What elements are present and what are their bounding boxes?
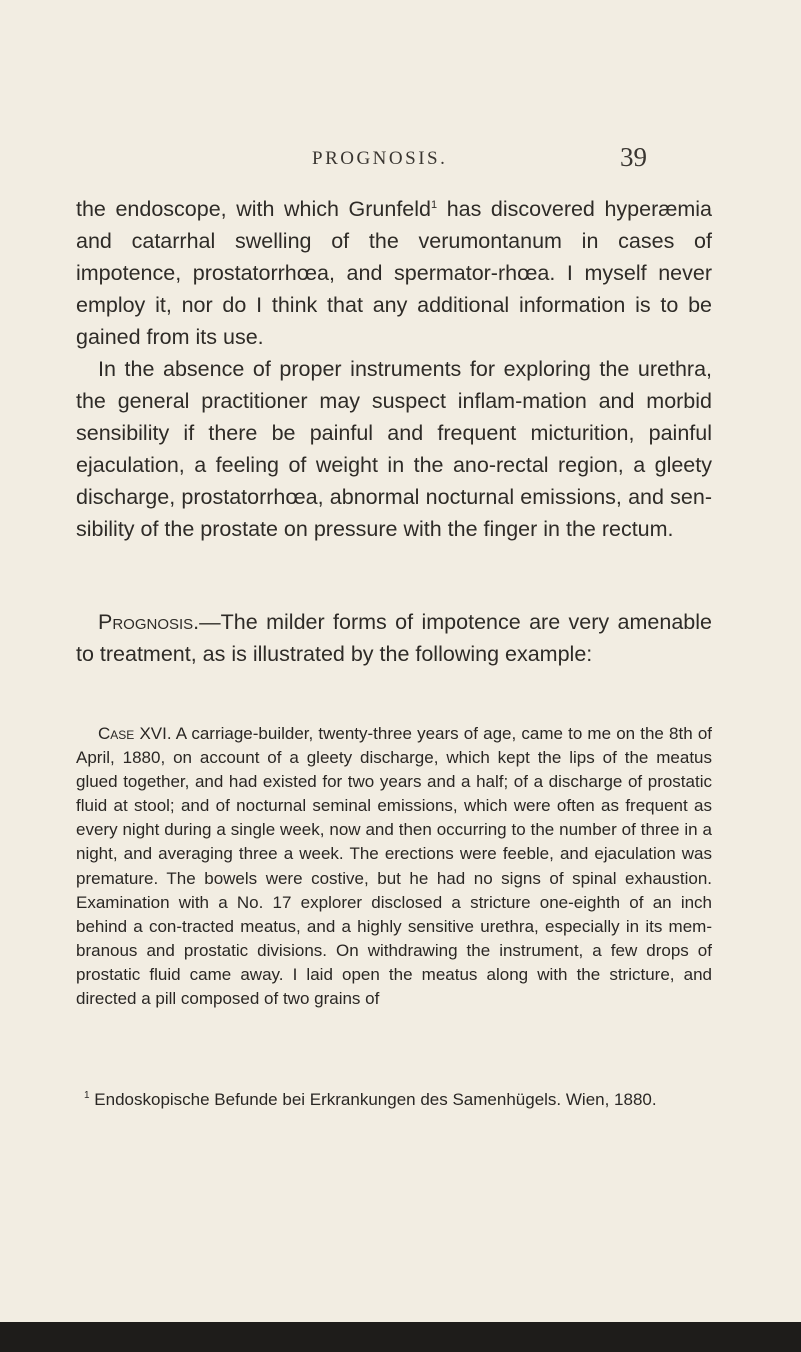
footnote [76, 1089, 712, 1110]
paragraph-endoscope-text-a: the endoscope, with which Grunfeld [76, 197, 431, 221]
running-head: PROGNOSIS. [312, 148, 448, 169]
paragraph-symptoms: In the absence of proper instruments for exploring the urethra, the general practitioner may suspect inflam-mation and morbid sensibility if there be painful and frequent micturition, painful ejaculation, a feeling of weight in the ano-rectal region, a gleety discharge, prostatorrhœa, abnormal nocturnal emissions, and sen-sibility of the prostate on pressure with the finger in the rectum. [76, 357, 712, 541]
footnote-paragraph [76, 1089, 712, 1110]
paragraph-endoscope-text-b: has discovered hyperæmia and catarrhal swelling of the verumontanum in cases of impotence, prostatorrhœa, and spermator-rhœa. I myself never employ it, nor do I think that any additional information is to be gained from its use. [76, 197, 712, 349]
footnote-text: Endoskopische Befunde bei Erkrankungen des Samenhügels. Wien, 1880. [89, 1090, 657, 1109]
case-paragraph [76, 722, 712, 1011]
footnote-marker: 1 [84, 1090, 90, 1101]
prognosis-section [76, 606, 712, 670]
case-label: Case XVI. [98, 724, 172, 743]
section-heading: Prognosis. [98, 610, 200, 634]
scan-edge-bar [0, 1322, 801, 1352]
body-text [76, 193, 712, 545]
prognosis-paragraph [76, 606, 712, 670]
footnote-reference: 1 [431, 199, 438, 211]
page-header [0, 142, 801, 182]
page-number: 39 [620, 142, 647, 172]
paragraph-endoscope [76, 193, 712, 353]
section-text: —The milder forms of impotence are very amenable to treatment, as is illustrated by the following example: [76, 610, 712, 666]
case-report [76, 722, 712, 1011]
case-text: A carriage-builder, twenty-three years of age, came to me on the 8th of April, 1880, on account of a gleety discharge, which kept the lips of the meatus glued together, and had existed for two years and a half; of a discharge of prostatic fluid at stool; and of nocturnal seminal emissions, which were often as frequent as every night during a single week, now and then occurring to the number of three in a night, and averaging three a week. The erections were feeble, and ejaculation was premature. The bowels were costive, but he had no signs of spinal exhaustion. Examination with a No. 17 explorer disclosed a stricture one-eighth of an inch behind a con-tracted meatus, and a highly sensitive urethra, especially in its mem-branous and prostatic divisions. On withdrawing the instrument, a few drops of prostatic fluid came away. I laid open the meatus along with the stricture, and directed a pill composed of two grains of [76, 724, 713, 1009]
